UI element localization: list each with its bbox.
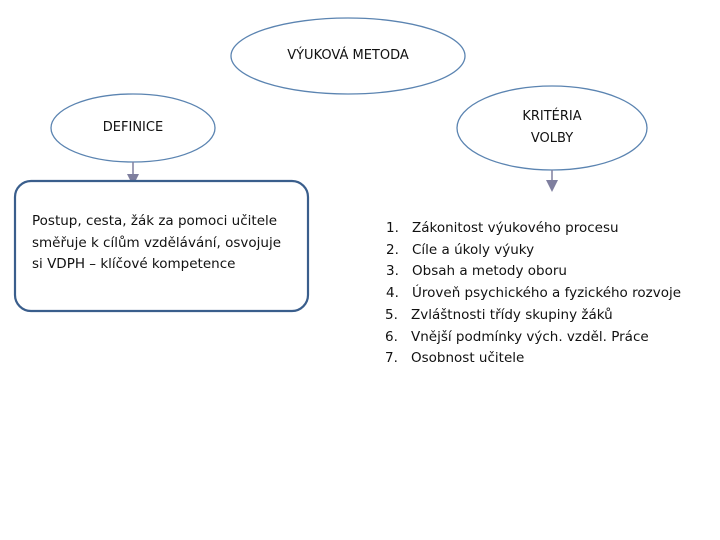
list-item-number: 2.	[386, 241, 399, 258]
list-item-number: 3.	[386, 263, 399, 280]
list-item-text: Osobnost učitele	[411, 350, 525, 367]
criteria-heading-line1: KRITÉRIA	[522, 109, 582, 124]
list-item-text: Cíle a úkoly výuky	[412, 241, 535, 258]
list-item-number: 6.	[385, 328, 398, 345]
criteria-list	[386, 218, 706, 370]
definition-heading-text: DEFINICE	[102, 120, 164, 135]
criteria-heading-line2: VOLBY	[530, 131, 574, 146]
list-item	[386, 283, 706, 305]
top-node-label	[231, 18, 465, 94]
list-item-text: Vnější podmínky vých. vzděl. Práce	[411, 328, 649, 345]
list-item	[386, 240, 706, 262]
list-item-number: 4.	[386, 285, 399, 302]
list-item	[386, 305, 706, 327]
definition-text: Postup, cesta, žák za pomoci učitele směřuje k cílům vzdělávání, osvojuje si VDPH – klíčové kompetence	[32, 213, 282, 272]
definition-heading	[51, 94, 215, 162]
list-item	[386, 327, 706, 349]
list-item	[386, 261, 706, 283]
list-item-number: 5.	[385, 306, 398, 323]
list-item-text: Obsah a metody oboru	[412, 263, 567, 280]
list-item-text: Úroveň psychického a fyzického rozvoje	[412, 285, 682, 302]
criteria-heading	[457, 86, 647, 170]
top-node-text: VÝUKOVÁ METODA	[287, 48, 409, 63]
list-item	[386, 218, 706, 240]
list-item-number: 1.	[386, 220, 399, 236]
list-item	[386, 348, 706, 370]
list-item-text: Zákonitost výukového procesu	[412, 220, 619, 236]
list-item-number: 7.	[385, 350, 398, 367]
list-item-text: Zvláštnosti třídy skupiny žáků	[411, 306, 613, 323]
